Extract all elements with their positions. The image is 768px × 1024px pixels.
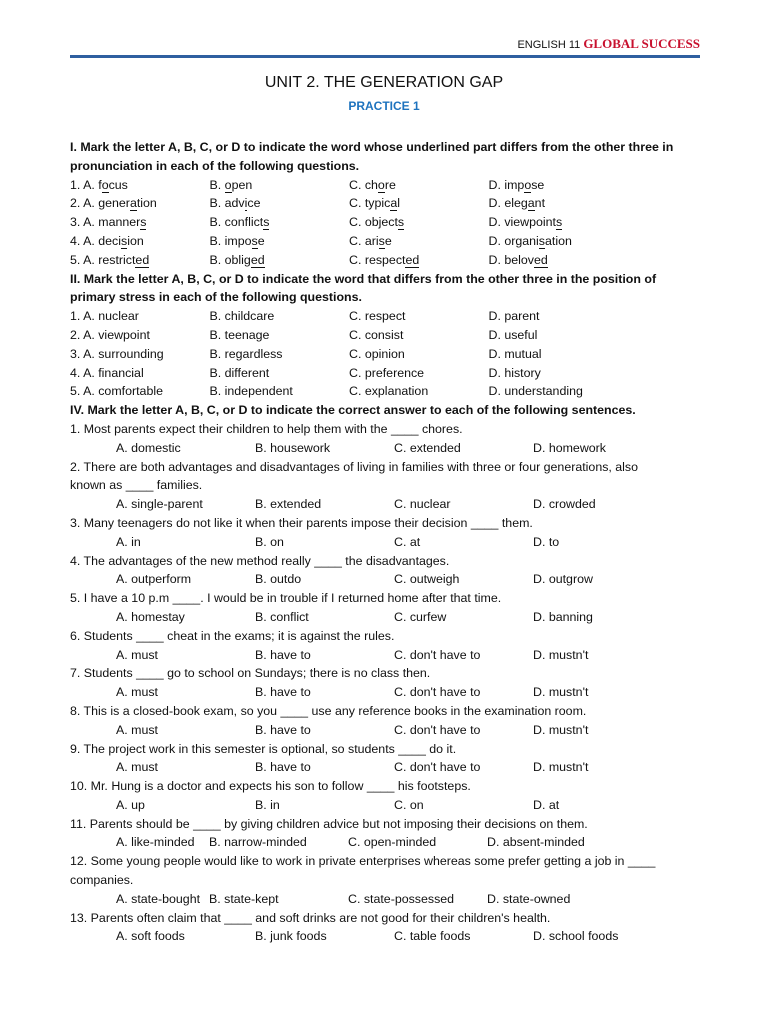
option: D. useful: [488, 327, 538, 342]
option: 3. A. manners: [70, 215, 147, 230]
answer-option: D. state-owned: [487, 891, 571, 906]
question-text: 8. This is a closed-book exam, so you ____ use any reference books in the examination room.: [70, 703, 587, 718]
option: B. impose: [209, 233, 265, 248]
answer-option: B. narrow-minded: [209, 835, 307, 850]
stress-row-1: [70, 307, 700, 326]
section-2-heading: II. Mark the letter A, B, C, or D to indicate the word that differs from the other three in the position of primary stress in each of the following questions.: [70, 271, 657, 305]
answer-options: [70, 533, 700, 552]
page-title: UNIT 2. THE GENERATION GAP: [264, 74, 504, 91]
answer-option: D. school foods: [533, 929, 619, 944]
answer-option: C. don't have to: [394, 647, 481, 662]
answer-option: B. have to: [255, 647, 311, 662]
question-text: 13. Parents often claim that ____ and soft drinks are not good for their children's health.: [70, 910, 551, 925]
option: B. different: [209, 365, 270, 380]
answer-option: A. outperform: [116, 572, 192, 587]
option: D. parent: [488, 309, 540, 324]
option: D. viewpoints: [488, 215, 563, 230]
answer-options: [70, 439, 700, 458]
section-4-heading: IV. Mark the letter A, B, C, or D to indicate the correct answer to each of the following sentences.: [70, 403, 636, 418]
answer-option: C. table foods: [394, 929, 471, 944]
option: C. explanation: [349, 384, 429, 399]
section-1-items: [70, 176, 700, 270]
option: B. advice: [209, 196, 261, 211]
answer-option: B. extended: [255, 497, 322, 512]
option: B. obliged: [209, 252, 265, 267]
question-text: 2. There are both advantages and disadvantages of living in families with three or four generations, also: [70, 459, 639, 474]
answer-option: B. have to: [255, 760, 311, 775]
question-text: 11. Parents should be ____ by giving children advice but not imposing their decisions on them.: [70, 816, 588, 831]
question-text: 12. Some young people would like to work in private enterprises whereas some prefer getting a job in ____: [70, 854, 656, 869]
option: B. open: [209, 177, 253, 192]
option: 4. A. decision: [70, 233, 144, 248]
question-text: 3. Many teenagers do not like it when their parents impose their decision ____ them.: [70, 515, 533, 530]
option: D. impose: [488, 177, 545, 192]
answer-options: [70, 646, 700, 665]
answer-option: B. housework: [255, 440, 331, 455]
option: C. respect: [349, 309, 406, 324]
answer-option: A. must: [116, 722, 158, 737]
option: C. opinion: [349, 346, 405, 361]
answer-option: A. in: [116, 534, 141, 549]
answer-options: [70, 570, 700, 589]
answer-options: [70, 796, 700, 815]
answer-option: A. soft foods: [116, 929, 185, 944]
answer-option: A. state-bought: [116, 891, 201, 906]
answer-option: A. must: [116, 685, 158, 700]
stress-row-5: [70, 382, 700, 401]
option: 3. A. surrounding: [70, 346, 164, 361]
option: 1. A. nuclear: [70, 309, 139, 324]
option: C. preference: [349, 365, 425, 380]
answer-option: A. must: [116, 760, 158, 775]
answer-option: B. in: [255, 797, 280, 812]
answer-option: A. must: [116, 647, 158, 662]
pronunciation-row-3: [70, 213, 700, 232]
option: C. typical: [349, 196, 400, 211]
option: B. conflicts: [209, 215, 270, 230]
option: B. childcare: [209, 309, 275, 324]
course-label: ENGLISH 11: [517, 39, 581, 51]
answer-option: A. up: [116, 797, 145, 812]
answer-option: D. banning: [533, 609, 593, 624]
answer-option: B. conflict: [255, 609, 309, 624]
answer-options: [70, 721, 700, 740]
pronunciation-row-2: [70, 194, 700, 213]
answer-option: D. mustn't: [533, 647, 589, 662]
option: 1. A. focus: [70, 177, 128, 192]
answer-option: A. like-minded: [116, 835, 195, 850]
question-text: companies.: [70, 873, 134, 888]
option: C. respected: [349, 252, 420, 267]
answer-options: [70, 890, 700, 909]
option: D. mutual: [488, 346, 542, 361]
question-text: 10. Mr. Hung is a doctor and expects his son to follow ____ his footsteps.: [70, 779, 471, 794]
option: D. understanding: [488, 384, 583, 399]
question-text: known as ____ families.: [70, 478, 203, 493]
answer-option: B. junk foods: [255, 929, 327, 944]
answer-options: [70, 833, 700, 852]
question-text: 7. Students ____ go to school on Sundays; there is no class then.: [70, 666, 431, 681]
answer-option: D. mustn't: [533, 760, 589, 775]
question-text: 9. The project work in this semester is optional, so students ____ do it.: [70, 741, 457, 756]
question-text: 1. Most parents expect their children to help them with the ____ chores.: [70, 421, 463, 436]
question-text: 6. Students ____ cheat in the exams; it is against the rules.: [70, 628, 395, 643]
brand-label: GLOBAL SUCCESS: [583, 36, 700, 51]
answer-option: D. to: [533, 534, 560, 549]
option: D. organisation: [488, 233, 572, 248]
exercise-content: [70, 138, 700, 946]
answer-options: [70, 927, 700, 946]
header-divider: [70, 55, 700, 58]
section-1-heading: I. Mark the letter A, B, C, or D to indicate the word whose underlined part differs from the other three in pronunciation in each of the following questions.: [70, 140, 674, 173]
stress-row-3: [70, 345, 700, 364]
option: 2. A. viewpoint: [70, 327, 150, 342]
pronunciation-row-5: [70, 251, 700, 270]
answer-option: C. at: [394, 534, 421, 549]
answer-option: B. on: [255, 534, 284, 549]
stress-row-2: [70, 326, 700, 345]
answer-option: B. have to: [255, 722, 311, 737]
section-2-items: [70, 307, 700, 401]
answer-option: A. single-parent: [116, 497, 203, 512]
answer-option: C. nuclear: [394, 497, 451, 512]
page-header: [517, 36, 700, 52]
answer-options: [70, 683, 700, 702]
option: B. teenage: [209, 327, 270, 342]
option: C. chore: [349, 177, 396, 192]
option: 2. A. generation: [70, 196, 157, 211]
answer-option: C. on: [394, 797, 424, 812]
option: B. regardless: [209, 346, 283, 361]
answer-option: C. don't have to: [394, 722, 481, 737]
pronunciation-row-1: [70, 176, 700, 195]
answer-option: C. extended: [394, 440, 461, 455]
answer-option: D. absent-minded: [487, 835, 585, 850]
option: 4. A. financial: [70, 365, 144, 380]
option: 5. A. comfortable: [70, 384, 163, 399]
page-subtitle: PRACTICE 1: [348, 99, 420, 113]
answer-option: B. state-kept: [209, 891, 279, 906]
option: D. elegant: [488, 196, 546, 211]
answer-option: D. at: [533, 797, 560, 812]
answer-options: [70, 758, 700, 777]
section-4-items: [70, 420, 700, 946]
option: C. arise: [349, 233, 392, 248]
option: C. consist: [349, 327, 404, 342]
question-text: 5. I have a 10 p.m ____. I would be in trouble if I returned home after that time.: [70, 591, 502, 606]
option: C. objects: [349, 215, 405, 230]
answer-option: D. mustn't: [533, 722, 589, 737]
option: B. independent: [209, 384, 293, 399]
option: D. history: [488, 365, 541, 380]
question-text: 4. The advantages of the new method really ____ the disadvantages.: [70, 553, 450, 568]
answer-option: A. homestay: [116, 609, 185, 624]
option: 5. A. restricted: [70, 252, 150, 267]
answer-option: D. mustn't: [533, 685, 589, 700]
answer-option: B. outdo: [255, 572, 302, 587]
answer-options: [70, 608, 700, 627]
answer-option: D. outgrow: [533, 572, 593, 587]
answer-options: [70, 495, 700, 514]
answer-option: B. have to: [255, 685, 311, 700]
option: D. beloved: [488, 252, 548, 267]
pronunciation-row-4: [70, 232, 700, 251]
answer-option: C. state-possessed: [348, 891, 455, 906]
answer-option: C. open-minded: [348, 835, 437, 850]
stress-row-4: [70, 364, 700, 383]
answer-option: A. domestic: [116, 440, 181, 455]
answer-option: D. crowded: [533, 497, 596, 512]
answer-option: C. don't have to: [394, 760, 481, 775]
answer-option: C. outweigh: [394, 572, 460, 587]
answer-option: D. homework: [533, 440, 606, 455]
answer-option: C. don't have to: [394, 685, 481, 700]
answer-option: C. curfew: [394, 609, 447, 624]
